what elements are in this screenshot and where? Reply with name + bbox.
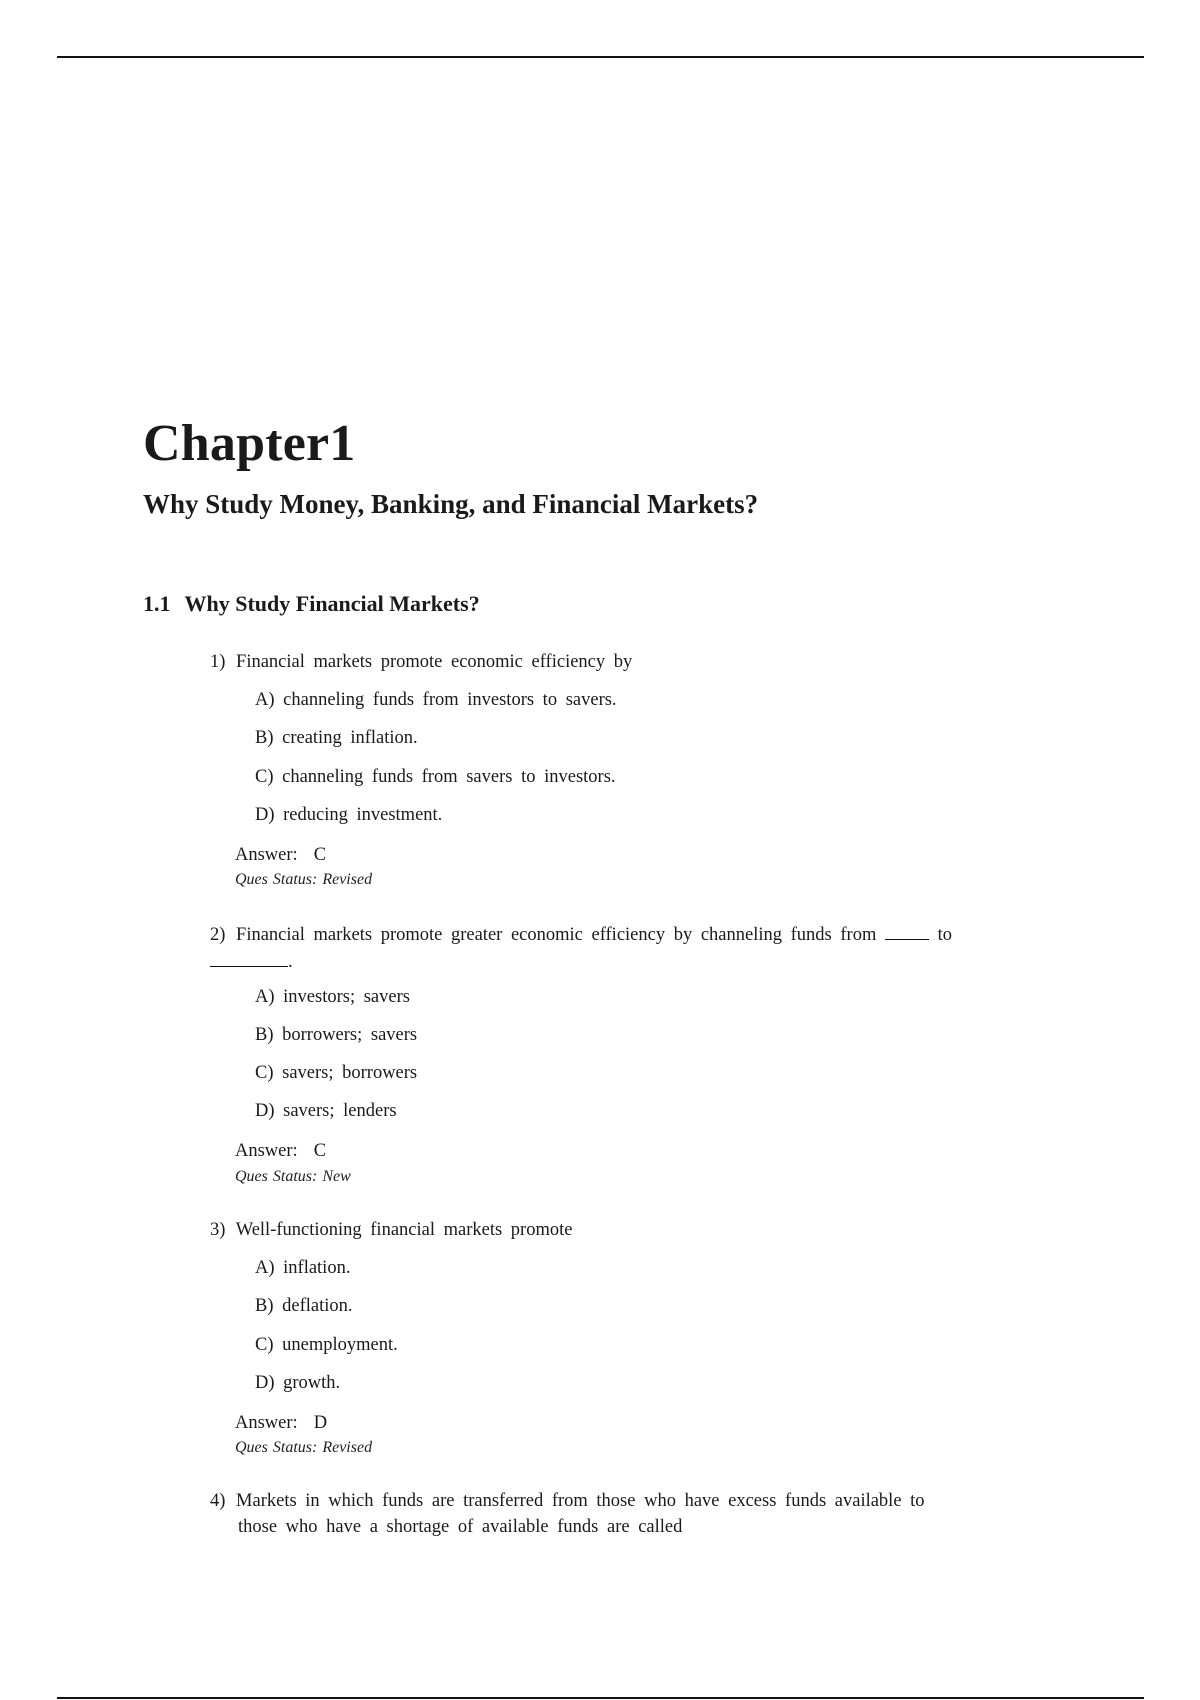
question-text-line2: those who have a shortage of available funds are called: [238, 1516, 683, 1537]
question-stem: [210, 651, 1110, 673]
section-title: Why Study Financial Markets?: [184, 591, 480, 616]
choice-c: C) unemployment.: [255, 1334, 398, 1355]
question-text: Financial markets promote economic efficiency by: [236, 652, 633, 672]
question-status: Ques Status: Revised: [235, 871, 373, 889]
choice-b: B) borrowers; savers: [255, 1024, 418, 1045]
question-1: [210, 651, 1110, 889]
choice-b: B) creating inflation.: [255, 728, 418, 749]
question-number: 2): [210, 925, 226, 945]
choice-c: C) savers; borrowers: [255, 1063, 418, 1083]
question-stem: [210, 1219, 1110, 1241]
choice-b: B) deflation.: [255, 1296, 353, 1317]
answer-value: C: [313, 844, 327, 865]
answer-choices: [210, 689, 1110, 826]
choice-c: C) channeling funds from savers to investors.: [255, 766, 616, 787]
question-stem: [210, 922, 1110, 976]
choice-d: D) growth.: [255, 1372, 341, 1393]
header-rule: [57, 56, 1144, 58]
question-number: 3): [210, 1220, 226, 1240]
question-3: [210, 1219, 1110, 1457]
choice-d: D) savers; lenders: [255, 1101, 397, 1122]
choice-d: D) reducing investment.: [255, 804, 443, 825]
fill-in-blank: [210, 952, 288, 967]
answer-choices: [210, 1257, 1110, 1394]
answer-line: [235, 1140, 1110, 1162]
answer-choices: [210, 986, 1110, 1123]
footer-rule: [57, 1697, 1144, 1699]
answer-line: [235, 844, 1110, 866]
question-2: [210, 922, 1110, 1186]
question-number: 4): [210, 1491, 226, 1511]
answer-label: Answer:: [235, 844, 298, 865]
choice-a: A) channeling funds from investors to savers.: [255, 690, 617, 711]
chapter-title: Chapter1: [143, 415, 356, 472]
section-heading: [143, 592, 480, 616]
question-text-part2: to: [937, 925, 952, 945]
question-text-end: .: [288, 951, 293, 972]
question-stem: [210, 1489, 1110, 1541]
question-number: 1): [210, 652, 226, 672]
question-text: Well-functioning financial markets promote: [235, 1220, 573, 1240]
answer-value: C: [313, 1141, 327, 1162]
answer-line: [235, 1412, 1110, 1434]
question-4: [210, 1489, 1110, 1541]
question-status: Ques Status: Revised: [235, 1439, 373, 1457]
answer-label: Answer:: [235, 1412, 298, 1433]
question-status: Ques Status: New: [235, 1167, 351, 1185]
section-number: 1.1: [143, 591, 171, 616]
answer-value: D: [313, 1412, 328, 1433]
chapter-subtitle: Why Study Money, Banking, and Financial Markets?: [143, 489, 759, 519]
fill-in-blank: [885, 925, 929, 940]
choice-a: A) inflation.: [255, 1258, 351, 1279]
choice-a: A) investors; savers: [255, 986, 410, 1007]
question-text-line1: Markets in which funds are transferred from those who have excess funds available to: [236, 1491, 925, 1511]
question-text-part1: Financial markets promote greater economic efficiency by channeling funds from: [236, 925, 877, 945]
answer-label: Answer:: [235, 1141, 298, 1162]
